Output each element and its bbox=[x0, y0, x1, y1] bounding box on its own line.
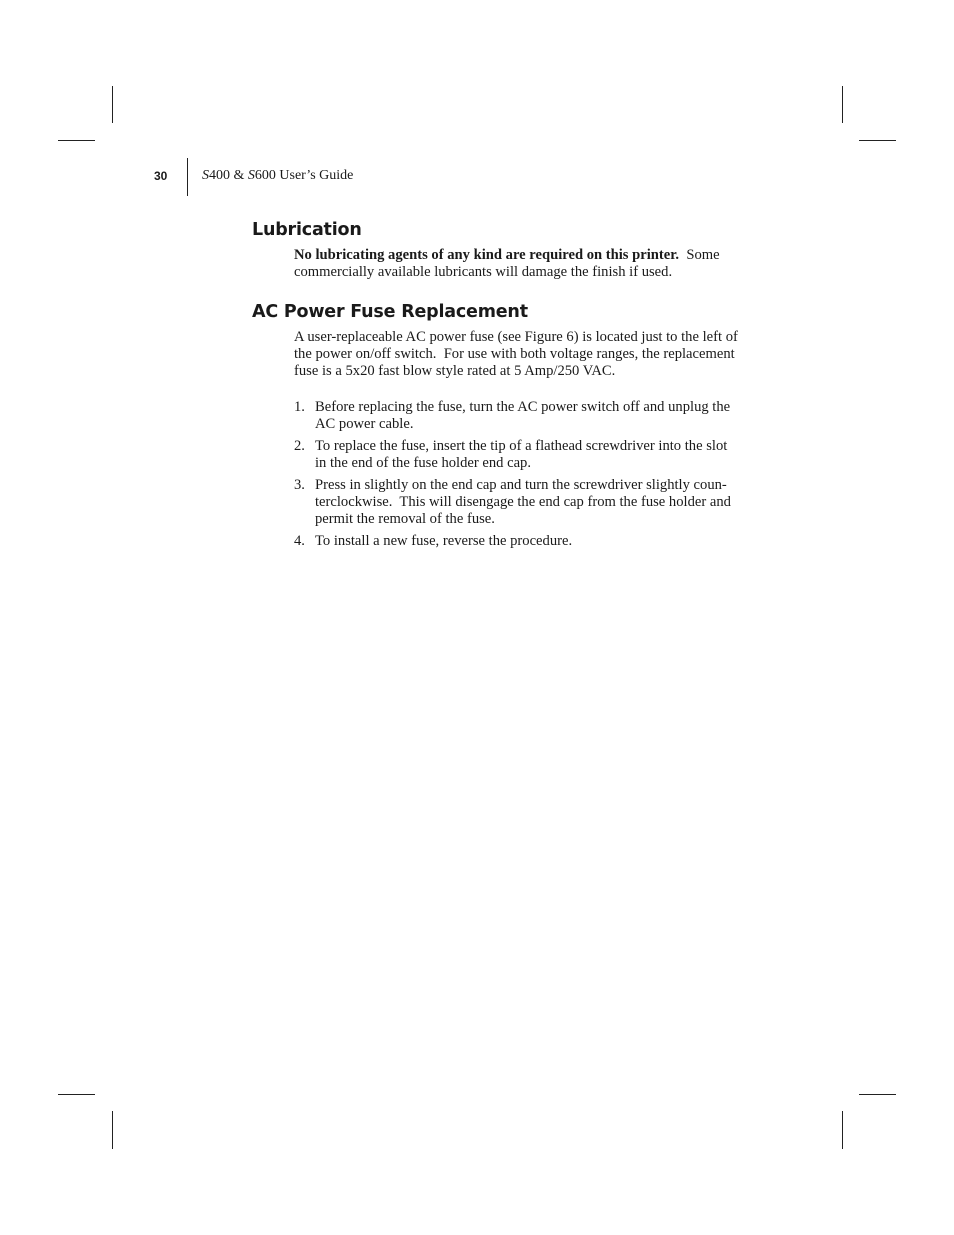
list-item bbox=[294, 533, 784, 550]
step-line: permit the removal of the fuse. bbox=[315, 511, 495, 527]
step-number: 1. bbox=[294, 399, 305, 415]
lubrication-heading: Lubrication bbox=[252, 220, 362, 240]
step-line: Before replacing the fuse, turn the AC power switch off and unplug the bbox=[315, 399, 731, 415]
step-line: AC power cable. bbox=[315, 416, 414, 432]
list-item bbox=[294, 399, 784, 433]
step-line: in the end of the fuse holder end cap. bbox=[315, 455, 531, 471]
crop-mark-bottom-left-horizontal bbox=[58, 1094, 95, 1095]
step-line: To install a new fuse, reverse the procedure. bbox=[315, 533, 573, 549]
step-number: 3. bbox=[294, 477, 305, 493]
crop-mark-top-right-vertical bbox=[842, 86, 843, 123]
running-head bbox=[202, 167, 353, 185]
page-number: 30 bbox=[154, 169, 168, 183]
list-item bbox=[294, 477, 784, 528]
crop-mark-top-left-horizontal bbox=[58, 140, 95, 141]
list-item bbox=[294, 438, 784, 472]
crop-mark-bottom-right-horizontal bbox=[859, 1094, 896, 1095]
step-text bbox=[315, 438, 784, 472]
crop-mark-top-right-horizontal bbox=[859, 140, 896, 141]
lubrication-paragraph bbox=[294, 247, 784, 281]
fuse-intro-line1: A user-replaceable AC power fuse (see Figure 6) is located just to the left of bbox=[294, 329, 738, 345]
model-a-rest: 400 & bbox=[209, 168, 248, 183]
step-text bbox=[315, 399, 784, 433]
model-b-rest: 600 User’s Guide bbox=[254, 168, 354, 183]
step-line: terclockwise. This will disengage the end cap from the fuse holder and bbox=[315, 494, 731, 510]
step-line: Press in slightly on the end cap and turn the screwdriver slightly coun- bbox=[315, 477, 727, 493]
crop-mark-bottom-right-vertical bbox=[842, 1111, 843, 1149]
lubrication-bold-text: No lubricating agents of any kind are required on this printer. bbox=[294, 247, 680, 263]
step-line: To replace the fuse, insert the tip of a flathead screwdriver into the slot bbox=[315, 438, 728, 454]
lubrication-text-line1-rest: Some bbox=[679, 247, 720, 263]
step-text bbox=[315, 533, 784, 550]
crop-mark-top-left-vertical bbox=[112, 86, 113, 123]
fuse-intro-line3: fuse is a 5x20 fast blow style rated at 5 Amp/250 VAC. bbox=[294, 363, 616, 379]
lubrication-text-line2: commercially available lubricants will damage the finish if used. bbox=[294, 264, 673, 280]
fuse-intro-line2: the power on/off switch. For use with both voltage ranges, the replacement bbox=[294, 346, 735, 362]
fuse-intro-paragraph bbox=[294, 329, 784, 380]
fuse-heading: AC Power Fuse Replacement bbox=[252, 302, 528, 322]
header-divider bbox=[187, 158, 188, 196]
model-a-prefix: S bbox=[202, 168, 209, 183]
model-b-prefix: S bbox=[247, 168, 255, 183]
crop-mark-bottom-left-vertical bbox=[112, 1111, 113, 1149]
step-number: 4. bbox=[294, 533, 305, 549]
step-text bbox=[315, 477, 784, 528]
step-number: 2. bbox=[294, 438, 305, 454]
